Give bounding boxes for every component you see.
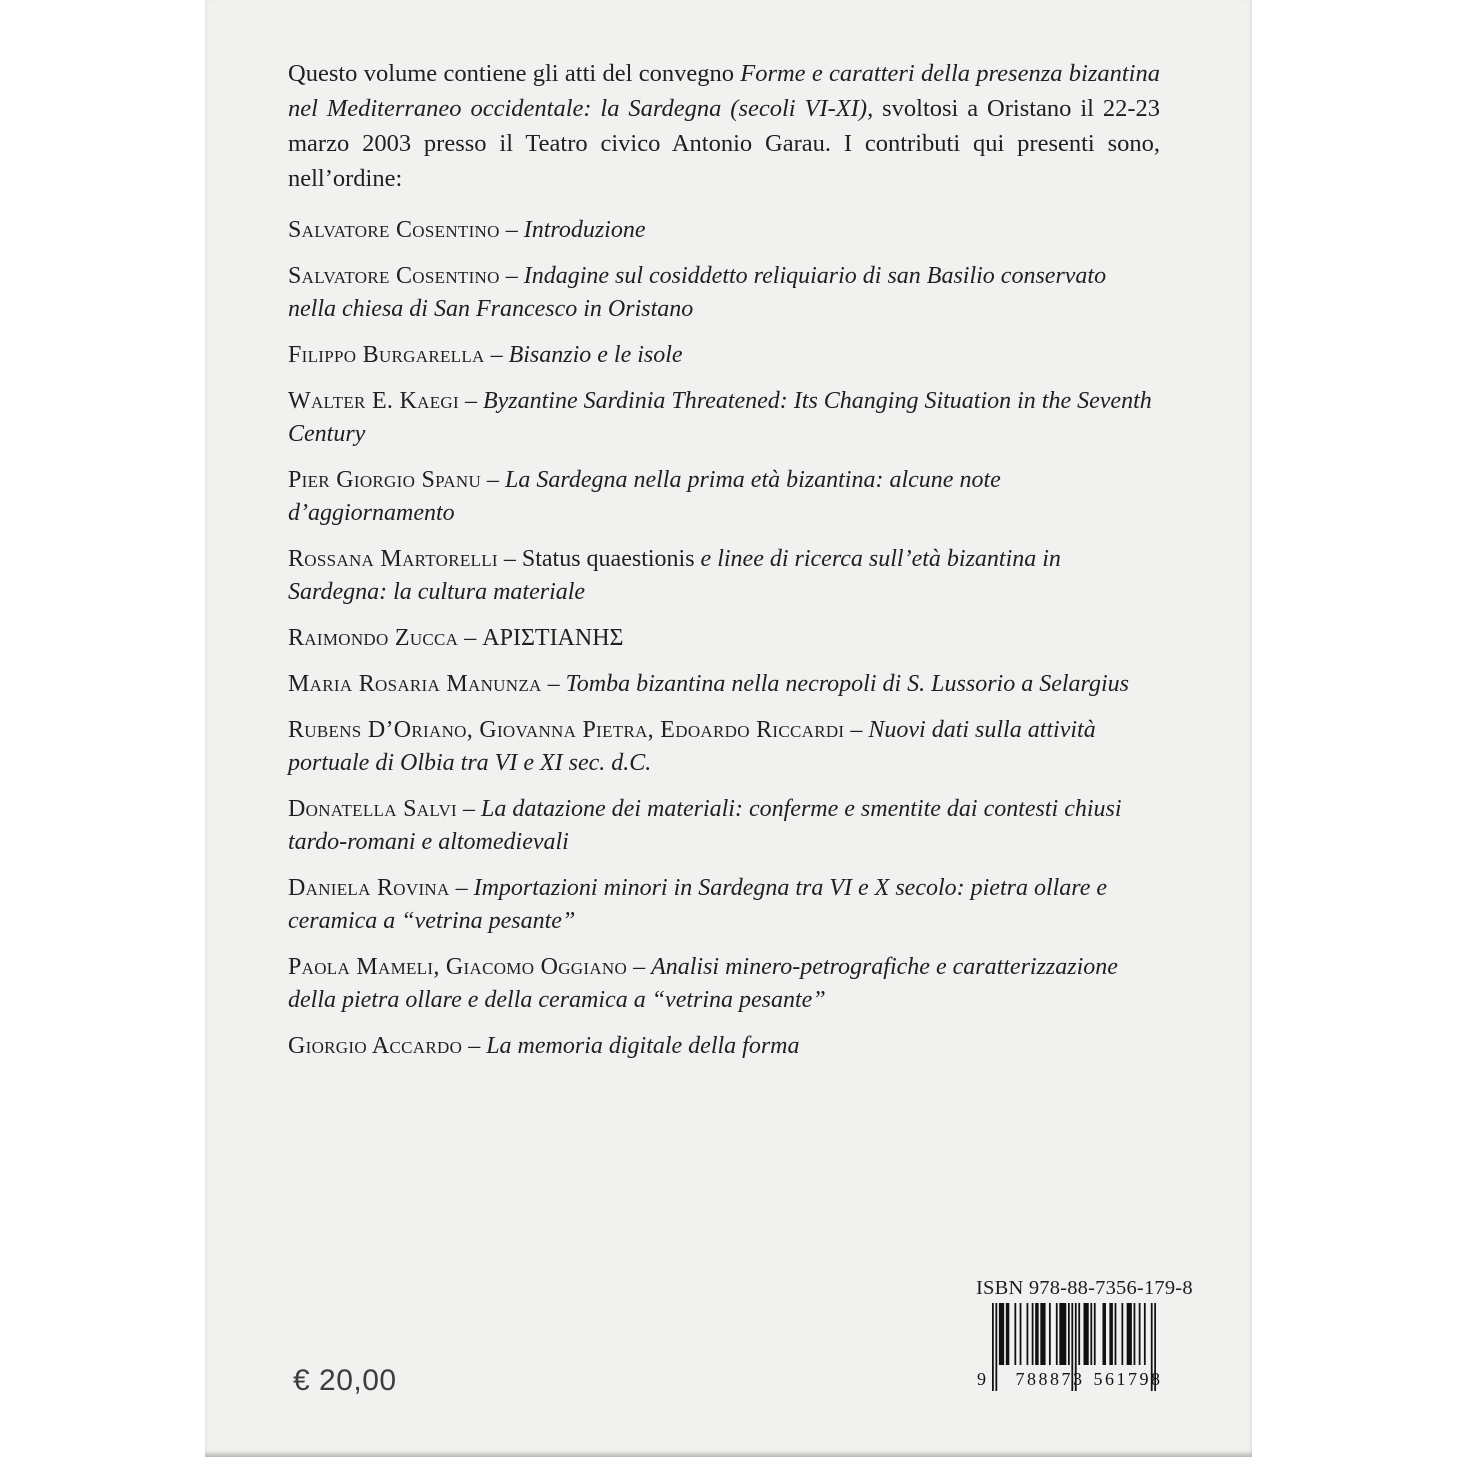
contribution-entry: [288, 385, 1160, 451]
contribution-authors: Raimondo Zucca: [288, 625, 459, 651]
contribution-authors: Walter E. Kaegi: [288, 388, 459, 414]
contribution-title-segment: La datazione dei materiali: conferme e smentite dai contesti chiusi tardo-romani e altomedievali: [288, 796, 1122, 855]
contribution-authors: Rubens D’Oriano, Giovanna Pietra, Edoardo Riccardi: [288, 717, 845, 743]
dash-separator: –: [484, 342, 509, 368]
dash-separator: –: [499, 217, 524, 243]
contribution-title-segment: Nuovi dati sulla attività portuale di Olbia tra VI e XI sec. d.C.: [288, 717, 1096, 776]
dash-separator: –: [627, 954, 652, 980]
contribution-title-segment: e linee di ricerca sull’età bizantina in Sardegna: la cultura materiale: [288, 546, 1061, 605]
contribution-entry: [288, 339, 1160, 372]
blurb-column: [288, 56, 1160, 1076]
dash-separator: –: [462, 1033, 487, 1059]
dash-separator: –: [541, 671, 566, 697]
contribution-entry: [288, 622, 1160, 655]
contribution-title-segment: Byzantine Sardinia Threatened: Its Changing Situation in the Seventh Century: [288, 388, 1152, 447]
intro-segment: Forme e caratteri della presenza bizantina nel Mediterraneo occidentale: la Sardegna (secoli VI-XI),: [288, 60, 1160, 122]
dash-separator: –: [481, 467, 506, 493]
contribution-entry: [288, 793, 1160, 859]
contribution-title-segment: Bisanzio e le isole: [508, 342, 683, 368]
dash-separator: –: [456, 796, 481, 822]
contribution-authors: Pier Giorgio Spanu: [288, 467, 482, 493]
contribution-authors: Rossana Martorelli: [288, 546, 498, 572]
contribution-entry: [288, 714, 1160, 780]
contribution-entry: [288, 951, 1160, 1017]
barcode-digits-left-group: 788873: [1015, 1369, 1085, 1389]
barcode-block: [976, 1277, 1193, 1395]
intro-paragraph: [288, 56, 1160, 196]
contribution-authors: Daniela Rovina: [288, 875, 450, 901]
barcode-first-digit: 9: [977, 1369, 986, 1389]
contribution-authors: Salvatore Cosentino: [288, 263, 500, 289]
contribution-title-segment: La memoria digitale della forma: [486, 1033, 800, 1059]
contribution-title-segment: Importazioni minori in Sardegna tra VI e X secolo: pietra ollare e ceramica a “vetrina pesante”: [288, 875, 1108, 934]
dash-separator: –: [458, 625, 483, 651]
contribution-title-segment: ΑΡΙΣΤΙΑΝΗΣ: [482, 625, 624, 651]
contribution-title-segment: Introduzione: [523, 217, 646, 243]
dash-separator: –: [844, 717, 869, 743]
price-label: € 20,00: [293, 1364, 397, 1397]
ean13-barcode: [976, 1303, 1163, 1395]
contribution-authors: Donatella Salvi: [288, 796, 457, 822]
contribution-authors: Filippo Burgarella: [288, 342, 485, 368]
dash-separator: –: [458, 388, 483, 414]
contribution-title-segment: La Sardegna nella prima età bizantina: alcune note d’aggiornamento: [288, 467, 1001, 526]
isbn-label: ISBN 978-88-7356-179-8: [976, 1277, 1193, 1299]
contribution-entry: [288, 872, 1160, 938]
contribution-entry: [288, 668, 1160, 701]
dash-separator: –: [449, 875, 474, 901]
contribution-entry: [288, 214, 1160, 247]
book-back-cover: [205, 0, 1252, 1457]
contributions-list: [288, 214, 1160, 1063]
barcode-digits-right-group: 561798: [1093, 1369, 1163, 1389]
intro-segment: svoltosi a Oristano il 22-23 marzo 2003 presso il Teatro civico Antonio Garau. I contributi qui presenti sono, nell’ordine:: [288, 95, 1161, 192]
contribution-entry: [288, 1030, 1160, 1063]
contribution-title-segment: Status quaestionis: [521, 546, 695, 572]
contribution-entry: [288, 464, 1160, 530]
contribution-title-segment: Analisi minero-petrografiche e caratterizzazione della pietra ollare e della ceramica a “vetrina pesante”: [288, 954, 1118, 1013]
contribution-authors: Paola Mameli, Giacomo Oggiano: [288, 954, 628, 980]
contribution-authors: Salvatore Cosentino: [288, 217, 500, 243]
contribution-title-segment: Indagine sul cosiddetto reliquiario di san Basilio conservato nella chiesa di San Francesco in Oristano: [288, 263, 1107, 322]
contribution-entry: [288, 260, 1160, 326]
intro-segment: Questo volume contiene gli atti del convegno: [288, 60, 741, 87]
contribution-authors: Maria Rosaria Manunza: [288, 671, 542, 697]
contribution-authors: Giorgio Accardo: [288, 1033, 463, 1059]
contribution-title-segment: Tomba bizantina nella necropoli di S. Lussorio a Selargius: [565, 671, 1129, 697]
dash-separator: –: [499, 263, 524, 289]
dash-separator: –: [497, 546, 522, 572]
contribution-entry: [288, 543, 1160, 609]
